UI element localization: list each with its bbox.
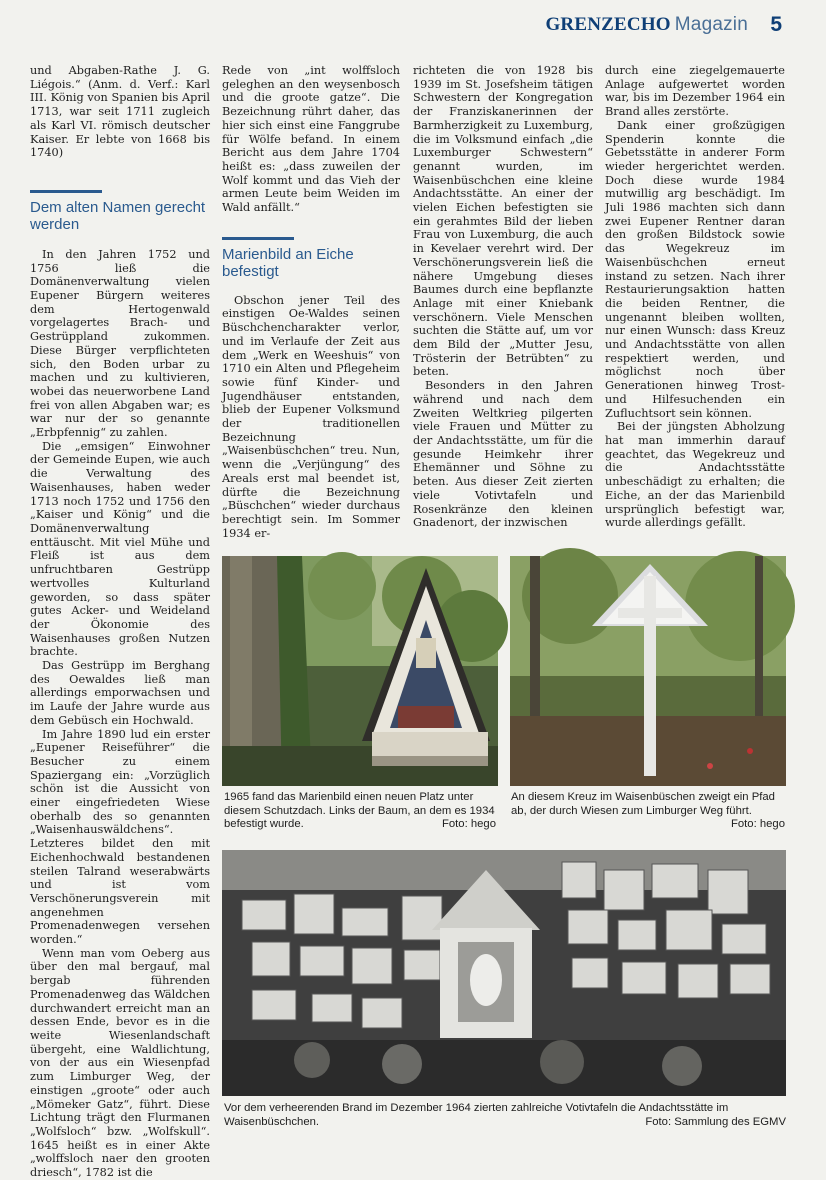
caption-text: Vor dem verheerenden Brand im Dezember 1964 zierten zahlreiche Votivtafeln die Andachtsstätte im Waisenbüschchen.	[224, 1102, 729, 1128]
paragraph: Dank einer großzügigen Spenderin konnte die Gebetsstätte in anderer Form wieder hergerichtet werden. Doch diese wurde 1984 mutwillig arg beschädigt. Im Juli 1986 machten sich dann zwei Eupener Rentner daran den großen Bildstock sowie das Wegekreuz im Waisenbüschchen erneut instand zu setzen. Nach ihrer Restaurierungsaktion hatten die beiden Rentner, die ungenannt bleiben wollten, nur einen Wunsch: dass Kreuz und Andachtsstätte von allen respektiert werden, und möglichst noch über Generationen hinweg Trost- und Hilfesuchenden ein Zufluchtsort sein können.	[605, 118, 785, 420]
page-header	[0, 12, 826, 42]
article-column-3	[413, 64, 593, 554]
paragraph: Die „emsigen“ Einwohner der Gemeinde Eupen, wie auch die Verwaltung des Waisenhauses, haben weder 1713 noch 1752 und 1756 den „Kaiser und König“ und die Domänenverwaltung enttäuscht. Mit viel Mühe und Fleiß ist aus dem unfruchtbaren Gestrüpp wertvolles Kulturland geworden, so dass später gutes Acker- und Weideland der Ökonomie des Waisenhauses großen Nutzen brachte.	[30, 439, 210, 659]
subheading: Marienbild an Eiche befestigt	[222, 245, 354, 280]
paragraph: und Abgaben-Rathe J. G. Liégois.“ (Anm. d. Verf.: Karl III. König von Spanien bis April 1713, war seit 1711 zugleich als Karl VI. römisch deutscher Kaiser. Er lebte von 1668 bis 1740)	[30, 64, 210, 160]
cross-photo-image	[510, 556, 786, 786]
article-column-4	[605, 64, 785, 554]
paragraph: Bei der jüngsten Abholzung hat man immerhin darauf geachtet, das Wegekreuz und die Andachtsstätte unbeschädigt zu erhalten; die Eiche, an der das Marienbild ursprünglich befestigt war, wurde allerdings gefällt.	[605, 420, 785, 530]
caption-photo-shrine	[224, 791, 496, 832]
article-column-1	[30, 64, 210, 1180]
paragraph: Rede von „int wolffsloch geleghen an den weysenbosch und die groote gatze“. Die Bezeichnung rührt daher, das hier sich einst eine Fanggrube für Wölfe befand. In einem Bericht aus dem Jahre 1704 heißt es: „dass zuweilen der Wolf kommt und das Vieh der armen Leute beim Weiden im Wald anfällt.“	[222, 64, 400, 215]
photo-cross	[510, 556, 786, 786]
caption-text: 1965 fand das Marienbild einen neuen Platz unter diesem Schutzdach. Links der Baum, an dem es 1934 befestigt wurde.	[224, 791, 495, 831]
brand-section: Magazin	[674, 14, 748, 35]
caption-text: An diesem Kreuz im Waisenbüschen zweigt ein Pfad ab, der durch Wiesen zum Limburger Weg führt.	[511, 791, 775, 817]
photo-credit: Foto: hego	[730, 818, 785, 831]
caption-photo-votive	[224, 1102, 786, 1129]
page-number: 5	[770, 13, 782, 36]
heading-rule	[222, 237, 294, 240]
photo-credit: Foto: hego	[441, 818, 496, 831]
brand-name: GRENZECHO	[545, 14, 671, 35]
photo-credit: Foto: Sammlung des EGMV	[645, 1115, 786, 1128]
paragraph: Das Gestrüpp im Berghang des Oewaldes ließ man allerdings emporwachsen und im Laufe der Jahre wurde aus dem Gebüsch ein Hochwald.	[30, 659, 210, 727]
subheading: Dem alten Namen gerecht werden	[30, 198, 206, 233]
shrine-photo-image	[222, 556, 498, 786]
paragraph: Besonders in den Jahren während und nach dem Zweiten Weltkrieg pilgerten viele Frauen und Mütter zu der Andachtsstätte, um für die gesunde Heimkehr ihrer Ehemänner und Söhne zu beten. Aus dieser Zeit zierten viele Votivtafeln und Rosenkränze den kleinen Gnadenort, der inzwischen	[413, 379, 593, 530]
paragraph: durch eine ziegelgemauerte Anlage aufgewertet worden war, bis im Dezember 1964 ein Brand alles zerstörte.	[605, 64, 785, 119]
photo-votive-tablets	[222, 850, 786, 1096]
paragraph: Wenn man vom Oeberg aus über den mal bergauf, mal bergab führenden Promenadenweg das Wäldchen durchwandert erreicht man an dessen Ende, bevor es in die weite Wiesenlandschaft übergeht, eine Waldlichtung, von der aus ein Wiesenpfad zum Limburger Weg, der einstigen „groote“ oder auch „Mömeker Gatz“, führt. Diese Lichtung trägt den Flurmanen „Wolfsloch“ bzw. „Wolfskull“. 1645 heißt es in einer Akte „wolffsloch naer den grooten driesch“, 1782 ist die	[30, 946, 210, 1180]
paragraph: Obschon jener Teil des einstigen Oe-Waldes seinen Büschchencharakter verlor, und im Verlaufe der Zeit aus dem „Werk en Weeshuis“ von 1710 ein Alten und Pflegeheim sowie fünf Kinder- und Jugendhäuser entstanden, blieb der Eupener Volksmund der traditionellen Bezeichnung „Waisenbüschchen“ treu. Nun, wenn die „Verjüngung“ des Areals erst mal beendet ist, dürfte die Bezeichnung „Büschchen“ wieder durchaus berechtigt sein. Im Sommer 1934 er-	[222, 293, 400, 540]
magazine-brand	[545, 14, 748, 36]
votive-photo-image	[222, 850, 786, 1096]
paragraph: richteten die von 1928 bis 1939 im St. Josefsheim tätigen Schwestern der Kongregation der Franziskanerinnen der Barmherzigkeit zu Luxemburg, die im Volksmund einfach „die Luxemburger Schwestern“ genannt wurden, im Waisenbüschchen eine kleine Andachtsstätte. An einer der vielen Eichen befestigten sie ein gerahmtes Bild der lieben Frau von Luxemburg, die auch in Kevelaer verehrt wird. Der Verschönerungsverein ließ die nähere Umgebung dieses Baumes durch eine bepflanzte Anlage mit einer Kniebank verschönern. Viele Menschen suchten die Stätte auf, um vor dem Bild der „Mutter Jesu, Trösterin der Betrübten“ zu beten.	[413, 64, 593, 379]
caption-photo-cross	[511, 791, 785, 832]
article-column-2	[222, 64, 400, 554]
paragraph: Im Jahre 1890 lud ein erster „Eupener Reiseführer“ die Besucher zu einem Spaziergang ein: „Vorzüglich schön ist die Aussicht von einer eingefriedeten Wiese oberhalb des so genannten „Waisenhauswäldchens“. Letzteres bildet den mit Eichenhochwald bestandenen steilen Talrand weserabwärts und ist vom Verschönerungsverein mit angenehmen Promenadenwegen versehen worden.“	[30, 727, 210, 947]
photo-shrine	[222, 556, 498, 786]
paragraph: In den Jahren 1752 und 1756 ließ die Domänenverwaltung vielen Eupener Bürgern weiteres dem Hertogenwald vorgelagertes Brach- und Gestrüppland zukommen. Diese Bürger verpflichteten sich, den Boden urbar zu machen und zu kultivieren, wobei das neuerworbene Land frei von allen Abgaben war; es war nur der so genannte „Erbpfennig“ zu zahlen.	[30, 247, 210, 440]
heading-rule	[30, 190, 102, 193]
